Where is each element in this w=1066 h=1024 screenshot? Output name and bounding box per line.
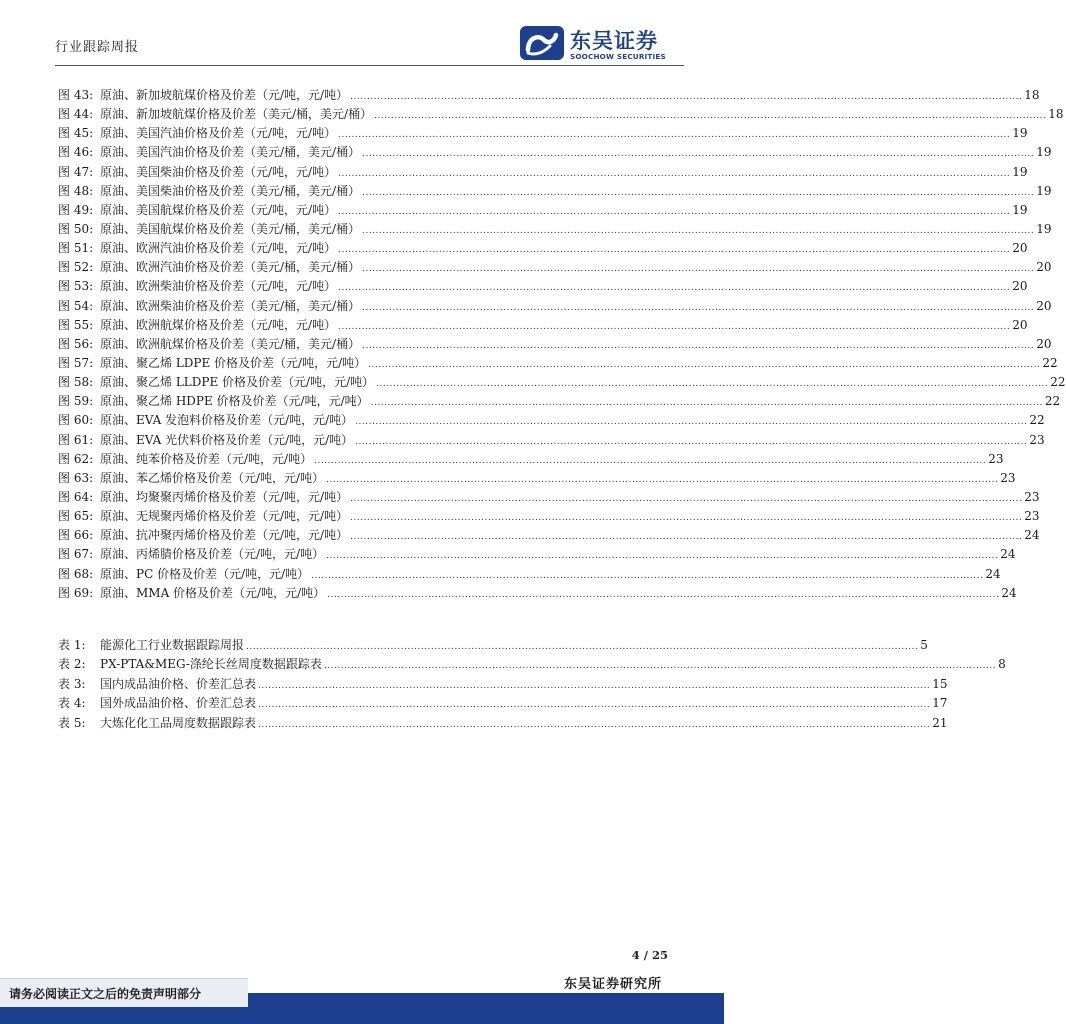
toc-label: 图 61: — [58, 432, 94, 447]
toc-title: 原油、欧洲航煤价格及价差（美元/桶，美元/桶） — [100, 336, 361, 351]
toc-label: 图 57: — [58, 355, 94, 370]
toc-title: 原油、PC 价格及价差（元/吨，元/吨） — [100, 566, 310, 581]
toc-label: 图 47: — [58, 164, 94, 179]
toc-entry-figure-64[interactable] — [58, 488, 1040, 507]
toc-label: 图 54: — [58, 298, 94, 313]
toc-entry-figure-69[interactable] — [58, 584, 1017, 603]
toc-entry-table-4[interactable] — [58, 694, 948, 713]
toc-page: 18 — [1024, 88, 1040, 102]
toc-title: 原油、丙烯腈价格及价差（元/吨，元/吨） — [100, 547, 325, 562]
toc-leader: ........................................................................................................................................................................................................ — [338, 283, 1011, 294]
toc-page: 23 — [1024, 509, 1040, 524]
toc-entry-figure-68[interactable] — [58, 565, 1001, 584]
toc-entry-figure-66[interactable] — [58, 526, 1040, 545]
toc-entry-figure-59[interactable] — [58, 392, 1061, 411]
toc-entry-figure-51[interactable] — [58, 239, 1028, 258]
toc-entry-figure-55[interactable] — [58, 316, 1028, 335]
toc-leader: ........................................................................................................................................................................................................ — [311, 570, 984, 581]
toc-title: 原油、聚乙烯 LDPE 价格及价差（元/吨，元/吨） — [100, 355, 367, 370]
toc-label: 图 63: — [58, 470, 94, 485]
toc-label: 图 46: — [58, 145, 94, 160]
toc-label: 图 52: — [58, 260, 94, 275]
toc-entry-table-3[interactable] — [58, 675, 948, 694]
toc-page: 24 — [985, 566, 1001, 581]
toc-page: 20 — [1036, 336, 1052, 351]
toc-title: 原油、聚乙烯 HDPE 价格及价差（元/吨，元/吨） — [100, 394, 369, 409]
toc-leader: ........................................................................................................................................................................................................ — [362, 187, 1035, 198]
toc-title: 原油、欧洲汽油价格及价差（元/吨，元/吨） — [100, 241, 337, 256]
toc-leader: ........................................................................................................................................................................................................ — [326, 551, 999, 562]
toc-page: 24 — [1001, 585, 1017, 600]
toc-title: 原油、新加坡航煤价格及价差（美元/桶，美元/桶） — [100, 107, 373, 122]
toc-leader: ........................................................................................................................................................................................................ — [326, 474, 999, 485]
toc-page: 23 — [988, 451, 1004, 466]
toc-entry-figure-60[interactable] — [58, 411, 1045, 430]
toc-entry-figure-62[interactable] — [58, 450, 1004, 469]
toc-leader: ........................................................................................................................................................................................................ — [338, 130, 1011, 141]
toc-leader: ........................................................................................................................................................................................................ — [258, 700, 931, 711]
toc-label: 图 66: — [58, 528, 94, 543]
toc-entry-figure-44[interactable] — [58, 105, 1064, 124]
toc-leader: ........................................................................................................................................................................................................ — [350, 92, 1023, 102]
toc-title: 能源化工行业数据跟踪周报 — [100, 638, 245, 652]
toc-entry-figure-45[interactable] — [58, 124, 1028, 143]
toc-label: 图 56: — [58, 336, 94, 351]
toc-page: 22 — [1044, 394, 1061, 409]
toc-entry-figure-46[interactable] — [58, 143, 1052, 162]
toc-page: 17 — [932, 696, 948, 711]
toc-leader: ........................................................................................................................................................................................................ — [374, 111, 1047, 122]
toc-label: 表 1: — [58, 638, 86, 652]
toc-entry-figure-47[interactable] — [58, 163, 1028, 182]
toc-leader: ........................................................................................................................................................................................................ — [338, 321, 1011, 332]
toc-title: 原油、欧洲柴油价格及价差（元/吨，元/吨） — [100, 279, 337, 294]
toc-leader: ........................................................................................................................................................................................................ — [355, 417, 1028, 428]
toc-entry-table-1[interactable] — [58, 636, 928, 655]
toc-title: 原油、纯苯价格及价差（元/吨，元/吨） — [100, 451, 313, 466]
toc-title: 原油、新加坡航煤价格及价差（元/吨，元/吨） — [100, 88, 349, 102]
toc-title: 大炼化化工品周度数据跟踪表 — [100, 715, 257, 730]
toc-title: 原油、欧洲航煤价格及价差（元/吨，元/吨） — [100, 317, 337, 332]
toc-page: 20 — [1036, 298, 1052, 313]
toc-entry-table-5[interactable] — [58, 714, 948, 733]
toc-label: 表 4: — [58, 696, 86, 711]
logo-text-cn: 东吴证券 — [570, 29, 658, 53]
toc-leader: ........................................................................................................................................................................................................ — [258, 680, 931, 691]
toc-leader: ........................................................................................................................................................................................................ — [350, 513, 1023, 524]
toc-leader: ........................................................................................................................................................................................................ — [362, 225, 1035, 236]
toc-label: 图 59: — [58, 394, 94, 409]
toc-label: 图 43: — [58, 88, 94, 102]
toc-page: 19 — [1012, 126, 1028, 141]
toc-leader: ........................................................................................................................................................................................................ — [362, 302, 1035, 313]
toc-entry-table-2[interactable] — [58, 655, 1006, 674]
toc-leader: ........................................................................................................................................................................................................ — [362, 149, 1035, 160]
toc-entry-figure-67[interactable] — [58, 545, 1016, 564]
toc-entry-figure-53[interactable] — [58, 277, 1028, 296]
toc-entry-figure-49[interactable] — [58, 201, 1028, 220]
toc-title: 原油、无规聚丙烯价格及价差（元/吨，元/吨） — [100, 509, 349, 524]
footer-disclaimer-box — [0, 978, 248, 1007]
toc-entry-figure-43[interactable] — [58, 86, 1040, 105]
toc-label: 图 51: — [58, 241, 94, 256]
toc-label: 图 45: — [58, 126, 94, 141]
report-type-title: 行业跟踪周报 — [55, 40, 140, 55]
toc-page: 19 — [1012, 164, 1028, 179]
toc-label: 图 64: — [58, 489, 94, 504]
toc-page: 24 — [1024, 528, 1040, 543]
toc-title: 国内成品油价格、价差汇总表 — [100, 676, 257, 691]
toc-title: 原油、苯乙烯价格及价差（元/吨，元/吨） — [100, 470, 325, 485]
toc-page: 21 — [932, 715, 948, 730]
toc-title: PX-PTA&MEG-涤纶长丝周度数据跟踪表 — [100, 657, 322, 672]
toc-title: 原油、美国汽油价格及价差（元/吨，元/吨） — [100, 126, 337, 141]
toc-leader: ........................................................................................................................................................................................................ — [376, 379, 1049, 390]
toc-title: 原油、美国航煤价格及价差（元/吨，元/吨） — [100, 202, 337, 217]
toc-leader: ........................................................................................................................................................................................................ — [350, 493, 1023, 504]
toc-leader: ........................................................................................................................................................................................................ — [368, 359, 1041, 370]
footer-organization: 东吴证券研究所 — [563, 977, 662, 992]
toc-entry-figure-63[interactable] — [58, 469, 1016, 488]
toc-label: 图 44: — [58, 107, 94, 122]
toc-page: 23 — [1000, 470, 1016, 485]
toc-title: 原油、EVA 光伏料价格及价差（元/吨，元/吨） — [100, 432, 354, 447]
toc-label: 图 50: — [58, 221, 94, 236]
toc-page: 20 — [1012, 317, 1028, 332]
toc-title: 原油、抗冲聚丙烯价格及价差（元/吨，元/吨） — [100, 528, 349, 543]
toc-entry-figure-54[interactable] — [58, 297, 1052, 316]
toc-title: 原油、EVA 发泡料价格及价差（元/吨，元/吨） — [100, 413, 354, 428]
toc-leader: ........................................................................................................................................................................................................ — [350, 532, 1023, 543]
toc-label: 图 69: — [58, 585, 94, 600]
toc-label: 图 53: — [58, 279, 94, 294]
toc-page: 19 — [1036, 145, 1052, 160]
toc-entry-figure-58[interactable] — [58, 373, 1066, 392]
toc-page: 20 — [1036, 260, 1052, 275]
toc-title: 原油、欧洲柴油价格及价差（美元/桶，美元/桶） — [100, 298, 361, 313]
toc-title: 原油、MMA 价格及价差（元/吨，元/吨） — [100, 585, 326, 600]
toc-title: 原油、欧洲汽油价格及价差（美元/桶，美元/桶） — [100, 260, 361, 275]
toc-page: 8 — [998, 657, 1006, 672]
toc-title: 原油、美国柴油价格及价差（美元/桶，美元/桶） — [100, 183, 361, 198]
toc-label: 图 55: — [58, 317, 94, 332]
toc-leader: ........................................................................................................................................................................................................ — [362, 264, 1035, 275]
toc-leader: ........................................................................................................................................................................................................ — [338, 168, 1011, 179]
footer-disclaimer: 请务必阅读正文之后的免责声明部分 — [9, 987, 202, 1001]
toc-title: 国外成品油价格、价差汇总表 — [100, 696, 257, 711]
figure-list — [58, 86, 1066, 603]
toc-label: 图 65: — [58, 509, 94, 524]
toc-entry-figure-50[interactable] — [58, 220, 1052, 239]
table-list — [58, 636, 1006, 733]
toc-leader: ........................................................................................................................................................................................................ — [355, 436, 1028, 447]
toc-leader: ........................................................................................................................................................................................................ — [370, 398, 1043, 409]
toc-leader: ........................................................................................................................................................................................................ — [246, 642, 919, 652]
toc-page: 19 — [1036, 183, 1052, 198]
toc-page: 24 — [1000, 547, 1016, 562]
toc-leader: ........................................................................................................................................................................................................ — [323, 661, 997, 672]
toc-leader: ........................................................................................................................................................................................................ — [314, 455, 987, 466]
toc-leader: ........................................................................................................................................................................................................ — [338, 245, 1011, 256]
toc-label: 表 5: — [58, 715, 86, 730]
toc-title: 原油、聚乙烯 LLDPE 价格及价差（元/吨，元/吨） — [100, 375, 375, 390]
toc-label: 图 48: — [58, 183, 94, 198]
header-divider — [55, 65, 684, 66]
toc-page: 19 — [1036, 221, 1052, 236]
toc-page: 19 — [1012, 202, 1028, 217]
toc-page: 23 — [1024, 489, 1040, 504]
toc-label: 图 58: — [58, 375, 94, 390]
soochow-logo — [520, 22, 680, 64]
toc-entry-figure-52[interactable] — [58, 258, 1052, 277]
toc-label: 图 68: — [58, 566, 94, 581]
toc-leader: ........................................................................................................................................................................................................ — [362, 340, 1035, 351]
toc-leader: ........................................................................................................................................................................................................ — [258, 719, 931, 730]
toc-entry-figure-48[interactable] — [58, 182, 1052, 201]
toc-label: 图 67: — [58, 547, 94, 562]
toc-page: 23 — [1029, 432, 1045, 447]
toc-entry-figure-56[interactable] — [58, 335, 1052, 354]
toc-label: 表 2: — [58, 657, 86, 672]
toc-page: 20 — [1012, 279, 1028, 294]
toc-page: 22 — [1050, 375, 1066, 390]
toc-label: 图 60: — [58, 413, 94, 428]
page-number: 4 / 25 — [631, 948, 668, 962]
toc-page: 5 — [920, 638, 928, 652]
toc-leader: ........................................................................................................................................................................................................ — [327, 589, 1000, 600]
toc-title: 原油、美国柴油价格及价差（元/吨，元/吨） — [100, 164, 337, 179]
toc-page: 20 — [1012, 241, 1028, 256]
logo-text-en: SOOCHOW SECURITIES — [570, 52, 666, 61]
toc-title: 原油、美国航煤价格及价差（美元/桶，美元/桶） — [100, 221, 361, 236]
toc-entry-figure-65[interactable] — [58, 507, 1040, 526]
toc-label: 表 3: — [58, 676, 86, 691]
toc-page: 22 — [1042, 355, 1058, 370]
soochow-logo-icon — [520, 26, 564, 60]
toc-label: 图 49: — [58, 202, 94, 217]
toc-title: 原油、均聚聚丙烯价格及价差（元/吨，元/吨） — [100, 489, 349, 504]
toc-page: 18 — [1048, 107, 1064, 122]
toc-title: 原油、美国汽油价格及价差（美元/桶，美元/桶） — [100, 145, 361, 160]
toc-leader: ........................................................................................................................................................................................................ — [338, 206, 1011, 217]
toc-page: 15 — [932, 676, 948, 691]
toc-page: 22 — [1029, 413, 1045, 428]
toc-entry-figure-57[interactable] — [58, 354, 1058, 373]
toc-entry-figure-61[interactable] — [58, 431, 1045, 450]
toc-label: 图 62: — [58, 451, 94, 466]
